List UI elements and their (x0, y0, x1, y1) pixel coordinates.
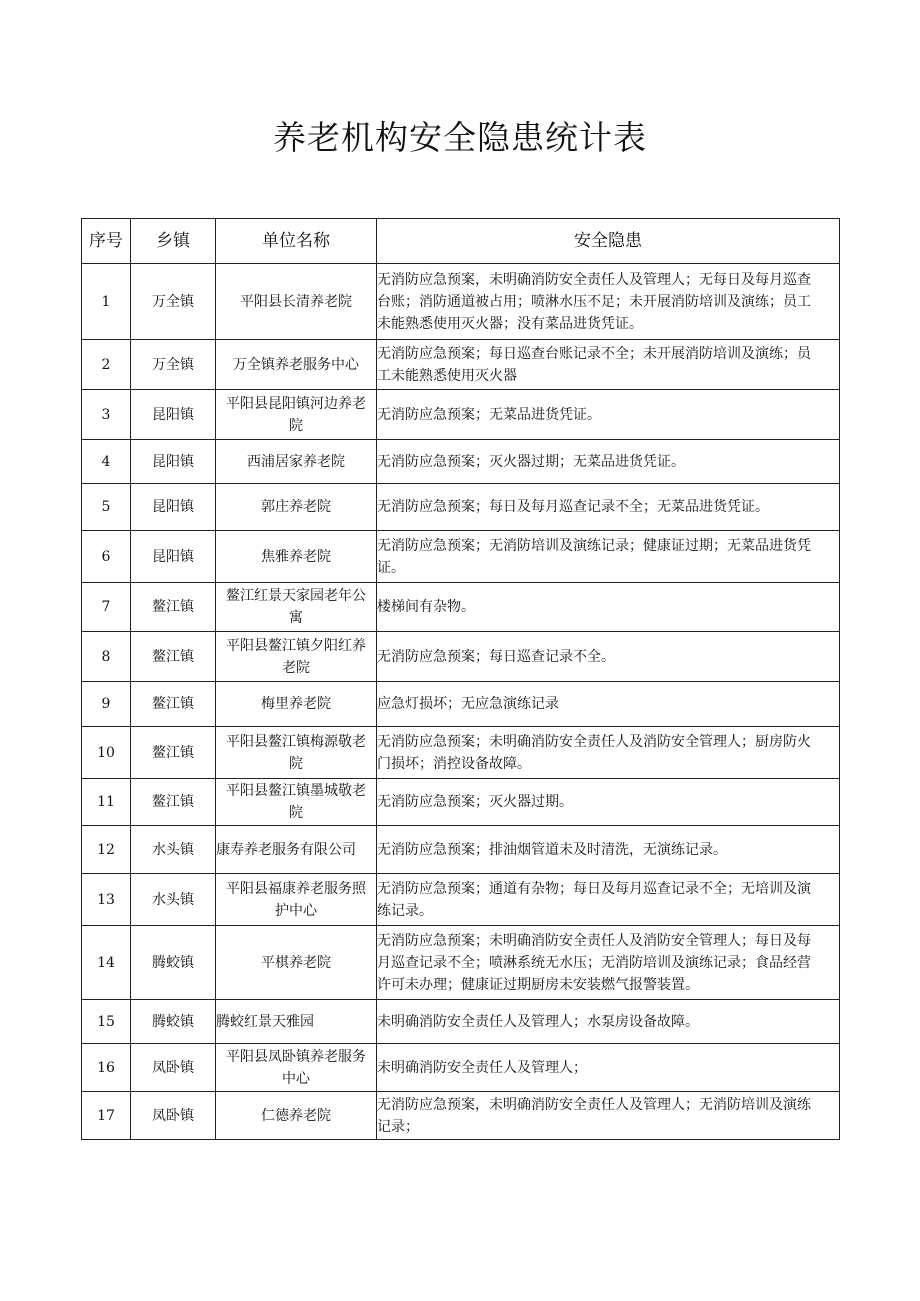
hazard-line: 楼梯间有杂物。 (377, 599, 475, 615)
row-number: 1 (82, 264, 131, 340)
header-unit: 单位名称 (216, 219, 377, 264)
row-number: 14 (82, 926, 131, 1000)
table-row (82, 682, 840, 727)
row-town: 万全镇 (131, 264, 216, 340)
row-unit-name: 仁德养老院 (216, 1092, 377, 1140)
row-town: 昆阳镇 (131, 531, 216, 583)
row-unit-name: 平阳县鳌江镇梅源敬老 院 (216, 727, 377, 779)
row-unit-name: 平阳县鳌江镇墨城敬老 院 (216, 779, 377, 826)
header-town: 乡镇 (131, 219, 216, 264)
row-hazard (377, 874, 840, 926)
hazard-line: 无消防应急预案；无消防培训及演练记录；健康证过期；无菜品进货凭 (377, 537, 811, 554)
row-town: 水头镇 (131, 874, 216, 926)
row-hazard (377, 826, 840, 874)
row-number: 6 (82, 531, 131, 583)
row-hazard (377, 531, 840, 583)
row-unit-name: 平阳县昆阳镇河边养老 院 (216, 390, 377, 440)
row-town: 鳌江镇 (131, 632, 216, 682)
table-row (82, 340, 840, 390)
table-row (82, 440, 840, 484)
table-row (82, 874, 840, 926)
row-unit-name: 万全镇养老服务中心 (216, 340, 377, 390)
row-town: 昆阳镇 (131, 390, 216, 440)
header-hazard: 安全隐患 (377, 219, 840, 264)
hazard-line: 无消防应急预案；通道有杂物；每日及每月巡查记录不全；无培训及演 (377, 880, 811, 897)
row-hazard (377, 1044, 840, 1092)
table-row (82, 390, 840, 440)
row-hazard (377, 1000, 840, 1044)
hazard-line: 练记录。 (377, 902, 433, 919)
row-number: 15 (82, 1000, 131, 1044)
row-unit-name: 康寿养老服务有限公司 (216, 826, 377, 874)
table-row (82, 727, 840, 779)
row-hazard (377, 440, 840, 484)
table-row (82, 264, 840, 340)
table-row (82, 531, 840, 583)
row-unit-name: 腾蛟红景天雅园 (216, 1000, 377, 1044)
row-town: 鳌江镇 (131, 779, 216, 826)
row-hazard (377, 727, 840, 779)
row-unit-name: 西浦居家养老院 (216, 440, 377, 484)
row-unit-name: 鳌江红景天家园老年公 寓 (216, 583, 377, 632)
hazard-line: 无消防应急预案；排油烟管道未及时清洗，无演练记录。 (377, 841, 727, 858)
row-town: 腾蛟镇 (131, 1000, 216, 1044)
row-town: 腾蛟镇 (131, 926, 216, 1000)
hazard-line: 记录； (377, 1118, 419, 1135)
row-number: 4 (82, 440, 131, 484)
table-row (82, 484, 840, 531)
hazard-line: 无消防应急预案；每日及每月巡查记录不全；无菜品进货凭证。 (377, 499, 769, 515)
table-row (82, 632, 840, 682)
row-town: 凤卧镇 (131, 1044, 216, 1092)
hazard-line: 台账；消防通道被占用；喷淋水压不足；未开展消防培训及演练；员工 (377, 293, 811, 310)
hazard-line: 未明确消防安全责任人及管理人；水泵房设备故障。 (377, 1013, 699, 1030)
row-number: 3 (82, 390, 131, 440)
hazard-line: 月巡查记录不全；喷淋系统无水压；无消防培训及演练记录；食品经营 (377, 954, 811, 971)
hazard-line: 无消防应急预案；每日巡查台账记录不全；未开展消防培训及演练；员 (377, 345, 811, 362)
hazard-line: 应急灯损坏；无应急演练记录 (377, 696, 559, 712)
row-town: 鳌江镇 (131, 727, 216, 779)
row-hazard (377, 682, 840, 727)
table-header-row (82, 219, 840, 264)
hazard-line: 工未能熟悉使用灭火器 (377, 367, 517, 384)
row-unit-name: 平阳县福康养老服务照 护中心 (216, 874, 377, 926)
row-unit-name: 焦雅养老院 (216, 531, 377, 583)
header-no: 序号 (82, 219, 131, 264)
row-unit-name: 平阳县长清养老院 (216, 264, 377, 340)
row-town: 鳌江镇 (131, 682, 216, 727)
table-row (82, 779, 840, 826)
row-town: 昆阳镇 (131, 484, 216, 531)
row-hazard (377, 926, 840, 1000)
row-hazard (377, 1092, 840, 1140)
table-row (82, 1044, 840, 1092)
row-number: 16 (82, 1044, 131, 1092)
hazard-line: 未明确消防安全责任人及管理人； (377, 1059, 587, 1076)
row-number: 10 (82, 727, 131, 779)
table-row (82, 826, 840, 874)
hazard-line: 无消防应急预案；灭火器过期；无菜品进货凭证。 (377, 453, 685, 470)
hazard-table (81, 218, 840, 1140)
row-hazard (377, 583, 840, 632)
row-unit-name: 平棋养老院 (216, 926, 377, 1000)
row-number: 13 (82, 874, 131, 926)
row-number: 17 (82, 1092, 131, 1140)
row-unit-name: 平阳县鳌江镇夕阳红养 老院 (216, 632, 377, 682)
row-town: 水头镇 (131, 826, 216, 874)
hazard-line: 门损坏；消控设备故障。 (377, 755, 531, 772)
table-body (82, 264, 840, 1140)
row-number: 8 (82, 632, 131, 682)
hazard-line: 未能熟悉使用灭火器；没有菜品进货凭证。 (377, 315, 643, 332)
row-unit-name: 平阳县凤卧镇养老服务 中心 (216, 1044, 377, 1092)
row-town: 昆阳镇 (131, 440, 216, 484)
hazard-line: 许可未办理；健康证过期厨房未安装燃气报警装置。 (377, 976, 699, 993)
row-hazard (377, 632, 840, 682)
row-town: 鳌江镇 (131, 583, 216, 632)
hazard-line: 无消防应急预案；灭火器过期。 (377, 794, 573, 810)
row-number: 12 (82, 826, 131, 874)
row-hazard (377, 340, 840, 390)
hazard-line: 无消防应急预案；未明确消防安全责任人及消防安全管理人；厨房防火 (377, 733, 811, 750)
table-row (82, 583, 840, 632)
row-number: 2 (82, 340, 131, 390)
row-number: 9 (82, 682, 131, 727)
row-hazard (377, 264, 840, 340)
row-hazard (377, 779, 840, 826)
row-number: 5 (82, 484, 131, 531)
row-hazard (377, 484, 840, 531)
row-town: 凤卧镇 (131, 1092, 216, 1140)
hazard-line: 无消防应急预案；每日巡查记录不全。 (377, 648, 615, 665)
table-row (82, 1092, 840, 1140)
table-row (82, 926, 840, 1000)
row-hazard (377, 390, 840, 440)
row-unit-name: 郭庄养老院 (216, 484, 377, 531)
hazard-line: 无消防应急预案，未明确消防安全责任人及管理人；无消防培训及演练 (377, 1096, 811, 1113)
row-town: 万全镇 (131, 340, 216, 390)
row-number: 11 (82, 779, 131, 826)
table-row (82, 1000, 840, 1044)
hazard-line: 无消防应急预案，未明确消防安全责任人及管理人；无每日及每月巡查 (377, 271, 811, 288)
hazard-line: 证。 (377, 559, 405, 576)
hazard-line: 无消防应急预案；无菜品进货凭证。 (377, 406, 601, 423)
row-unit-name: 梅里养老院 (216, 682, 377, 727)
page-title: 养老机构安全隐患统计表 (273, 118, 647, 157)
hazard-line: 无消防应急预案；未明确消防安全责任人及消防安全管理人；每日及每 (377, 932, 811, 949)
row-number: 7 (82, 583, 131, 632)
